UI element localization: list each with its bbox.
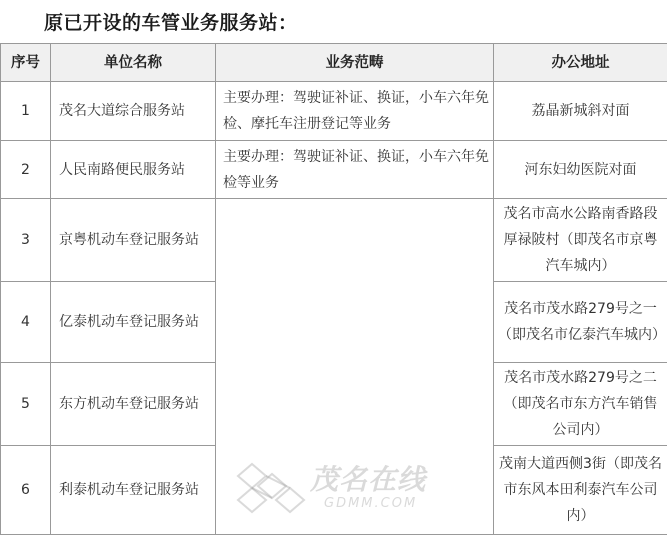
cell-name: 东方机动车登记服务站 bbox=[51, 363, 216, 446]
cell-scope: 主要办理：驾驶证补证、换证，小车六年免检、摩托车注册登记等业务 bbox=[216, 82, 494, 141]
cell-no: 6 bbox=[1, 446, 51, 535]
header-scope: 业务范畴 bbox=[216, 44, 494, 82]
cell-name: 利泰机动车登记服务站 bbox=[51, 446, 216, 535]
cell-address: 茂名市高水公路南香路段厚禄陂村（即茂名市京粤汽车城内） bbox=[494, 199, 667, 282]
cell-no: 5 bbox=[1, 363, 51, 446]
cell-name: 人民南路便民服务站 bbox=[51, 141, 216, 199]
header-address: 办公地址 bbox=[494, 44, 667, 82]
cell-no: 3 bbox=[1, 199, 51, 282]
cell-scope-merged bbox=[216, 199, 494, 535]
cell-address: 茂名市茂水路279号之一（即茂名市亿泰汽车城内） bbox=[494, 282, 667, 363]
cell-no: 4 bbox=[1, 282, 51, 363]
cell-name: 茂名大道综合服务站 bbox=[51, 82, 216, 141]
cell-address: 茂名市茂水路279号之二（即茂名市东方汽车销售公司内） bbox=[494, 363, 667, 446]
cell-address: 河东妇幼医院对面 bbox=[494, 141, 667, 199]
header-no: 序号 bbox=[1, 44, 51, 82]
header-name: 单位名称 bbox=[51, 44, 216, 82]
cell-address: 荔晶新城斜对面 bbox=[494, 82, 667, 141]
watermark-sub: GDMM.COM bbox=[324, 496, 417, 511]
cell-no: 2 bbox=[1, 141, 51, 199]
cell-no: 1 bbox=[1, 82, 51, 141]
cell-name: 亿泰机动车登记服务站 bbox=[51, 282, 216, 363]
table-header-row bbox=[1, 44, 667, 82]
watermark-text: 茂名在线 bbox=[310, 458, 426, 498]
table-row bbox=[1, 141, 667, 199]
cell-name: 京粤机动车登记服务站 bbox=[51, 199, 216, 282]
table-row bbox=[1, 199, 667, 282]
table-row bbox=[1, 82, 667, 141]
cell-address: 茂南大道西侧3街（即茂名市东风本田利泰汽车公司内） bbox=[494, 446, 667, 535]
page-title: 原已开设的车管业务服务站： bbox=[44, 8, 298, 35]
cell-scope: 主要办理：驾驶证补证、换证，小车六年免检等业务 bbox=[216, 141, 494, 199]
stations-table bbox=[0, 43, 667, 535]
